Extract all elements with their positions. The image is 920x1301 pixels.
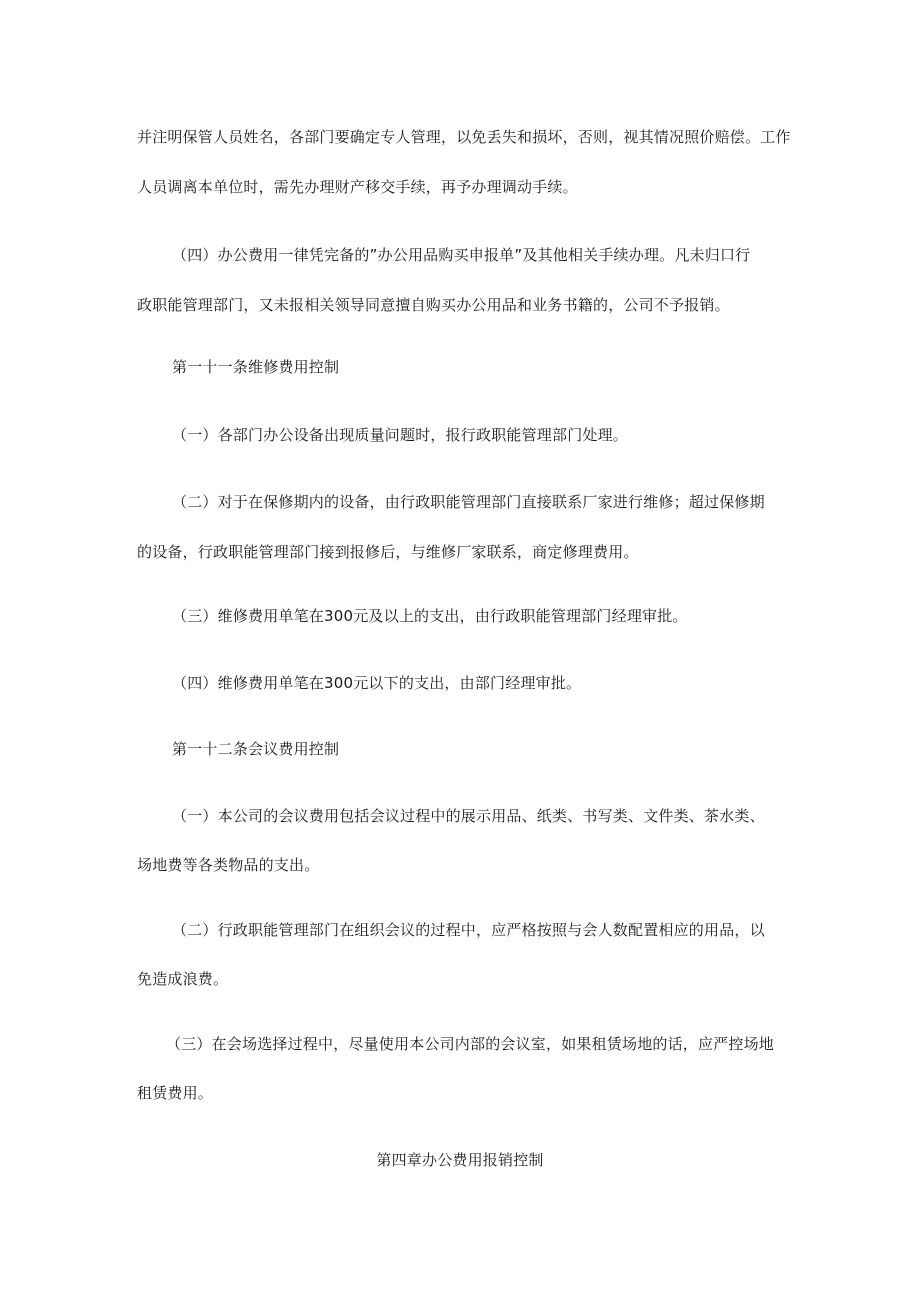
paragraph-line: 并注明保管人员姓名，各部门要确定专人管理，以免丢失和损坏，否则，视其情况照价赔偿。工作 (137, 128, 791, 146)
paragraph-line: 租赁费用。 (137, 1084, 214, 1102)
paragraph-line: （四）办公费用一律凭完备的”办公用品购买申报单”及其他相关手续办理。凡未归口行 (172, 246, 751, 264)
article-heading: 第一十二条会议费用控制 (172, 740, 340, 758)
paragraph-line: （三）维修费用单笔在300元及以上的支出，由行政职能管理部门经理审批。 (172, 607, 688, 625)
paragraph-line: （二）行政职能管理部门在组织会议的过程中，应严格按照与会人数配置相应的用品，以 (172, 921, 765, 939)
article-heading: 第一十一条维修费用控制 (172, 358, 340, 376)
paragraph-line: 的设备，行政职能管理部门接到报修后，与维修厂家联系，商定修理费用。 (137, 543, 639, 561)
paragraph-line: （三）在会场选择过程中，尽量使用本公司内部的会议室，如果租赁场地的话，应严控场地 (166, 1035, 775, 1053)
paragraph-line: （四）维修费用单笔在300元以下的支出，由部门经理审批。 (172, 674, 582, 692)
paragraph-line: （一）各部门办公设备出现质量问题时，报行政职能管理部门处理。 (172, 426, 629, 444)
chapter-heading: 第四章办公费用报销控制 (376, 1151, 544, 1169)
paragraph-line: 政职能管理部门，又未报相关领导同意擅自购买办公用品和业务书籍的，公司不予报销。 (137, 296, 730, 314)
paragraph-line: 场地费等各类物品的支出。 (137, 856, 320, 874)
paragraph-line: 免造成浪费。 (137, 970, 229, 988)
paragraph-line: （二）对于在保修期内的设备，由行政职能管理部门直接联系厂家进行维修；超过保修期 (172, 493, 765, 511)
paragraph-line: （一）本公司的会议费用包括会议过程中的展示用品、纸类、书写类、文件类、茶水类、 (172, 807, 765, 825)
paragraph-line: 人员调离本单位时，需先办理财产移交手续，再予办理调动手续。 (137, 178, 578, 196)
